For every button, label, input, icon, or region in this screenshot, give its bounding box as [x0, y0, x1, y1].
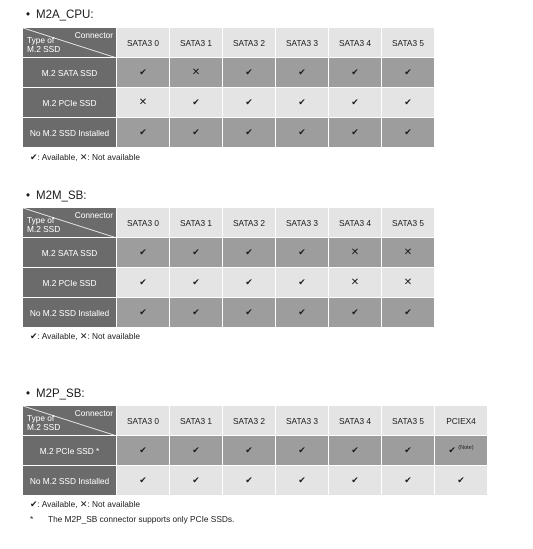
cross-icon: ✕: [350, 277, 360, 288]
status-cell: [117, 268, 170, 298]
status-cell: [382, 436, 435, 466]
status-cell: [382, 88, 435, 118]
status-cell: [435, 436, 488, 466]
check-icon: ✔: [298, 475, 306, 485]
check-icon: ✔: [298, 445, 306, 455]
column-header: SATA3 4: [329, 406, 382, 436]
column-header: SATA3 2: [223, 208, 276, 238]
check-icon: ✔: [139, 127, 147, 137]
check-icon: ✔: [298, 307, 306, 317]
connector-label: Connector: [74, 30, 113, 40]
status-cell: [329, 118, 382, 148]
column-header: SATA3 3: [276, 406, 329, 436]
check-icon: ✔: [192, 247, 200, 257]
status-cell: [170, 238, 223, 268]
row-header: No M.2 SSD Installed: [23, 466, 117, 496]
check-icon: ✔: [192, 307, 200, 317]
check-icon: ✔: [298, 67, 306, 77]
status-cell: [223, 238, 276, 268]
cross-icon: ✕: [79, 499, 88, 509]
status-cell: [276, 436, 329, 466]
status-cell: [329, 466, 382, 496]
status-cell: [117, 238, 170, 268]
status-cell: [223, 118, 276, 148]
row-header: M.2 PCIe SSD: [23, 88, 117, 118]
type-label: Type of M.2 SSD: [27, 35, 61, 54]
table-row: [23, 238, 435, 268]
connector-label: Connector: [74, 408, 113, 418]
check-icon: ✔: [404, 307, 412, 317]
column-header: SATA3 0: [117, 28, 170, 58]
column-header: SATA3 1: [170, 406, 223, 436]
check-icon: ✔: [245, 67, 253, 77]
table-row: [23, 118, 435, 148]
status-cell: [170, 88, 223, 118]
status-cell: [117, 118, 170, 148]
status-cell: [223, 268, 276, 298]
column-header: SATA3 0: [117, 406, 170, 436]
check-icon: ✔: [192, 97, 200, 107]
legend-m2a-cpu: ✔: Available, ✕: Not available: [30, 152, 140, 162]
status-cell: [382, 118, 435, 148]
connector-label: Connector: [74, 210, 113, 220]
row-header: M.2 SATA SSD: [23, 238, 117, 268]
footnote-m2p-sb: * The M2P_SB connector supports only PCIe SSDs.: [30, 514, 235, 524]
legend-m2m-sb: ✔: Available, ✕: Not available: [30, 331, 140, 341]
status-cell: [170, 298, 223, 328]
status-cell: [329, 298, 382, 328]
row-header: M.2 PCIe SSD: [23, 268, 117, 298]
check-icon: ✔: [298, 247, 306, 257]
status-cell: [382, 238, 435, 268]
cross-icon: ✕: [350, 247, 360, 258]
column-header: SATA3 4: [329, 28, 382, 58]
check-icon: ✔: [245, 247, 253, 257]
status-cell: [276, 466, 329, 496]
check-icon: ✔: [298, 127, 306, 137]
compat-table-m2m-sb: [22, 207, 435, 328]
check-icon: ✔: [245, 307, 253, 317]
status-cell: [435, 466, 488, 496]
status-cell: [223, 466, 276, 496]
check-icon: ✔: [351, 97, 359, 107]
status-cell: [329, 88, 382, 118]
check-icon: ✔: [448, 445, 456, 455]
status-cell: [223, 436, 276, 466]
status-cell: [329, 268, 382, 298]
status-cell: [223, 298, 276, 328]
check-icon: ✔: [139, 475, 147, 485]
table-row: [23, 88, 435, 118]
check-icon: ✔: [30, 331, 38, 341]
row-header: M.2 SATA SSD: [23, 58, 117, 88]
row-header: No M.2 SSD Installed: [23, 118, 117, 148]
check-icon: ✔: [351, 445, 359, 455]
status-cell: [117, 436, 170, 466]
corner-header: [23, 406, 117, 436]
column-header: PCIEX4: [435, 406, 488, 436]
legend-m2p-sb: ✔: Available, ✕: Not available: [30, 499, 140, 509]
check-icon: ✔: [404, 445, 412, 455]
table-row: [23, 268, 435, 298]
status-cell: [276, 298, 329, 328]
column-header: SATA3 2: [223, 406, 276, 436]
status-cell: [382, 58, 435, 88]
table-row: [23, 298, 435, 328]
status-cell: [170, 466, 223, 496]
check-icon: ✔: [245, 127, 253, 137]
cross-icon: ✕: [403, 277, 413, 288]
row-header: M.2 PCIe SSD *: [23, 436, 117, 466]
check-icon: ✔: [245, 277, 253, 287]
check-icon: ✔: [404, 67, 412, 77]
status-cell: [170, 268, 223, 298]
check-icon: ✔: [457, 475, 465, 485]
status-cell: [329, 238, 382, 268]
section-heading-m2m-sb: • M2M_SB:: [26, 190, 87, 202]
column-header: SATA3 1: [170, 28, 223, 58]
check-icon: ✔: [192, 475, 200, 485]
column-header: SATA3 3: [276, 28, 329, 58]
check-icon: ✔: [139, 277, 147, 287]
status-cell: [117, 466, 170, 496]
status-cell: [382, 268, 435, 298]
status-cell: [117, 58, 170, 88]
corner-header: [23, 28, 117, 58]
check-icon: ✔: [298, 97, 306, 107]
status-cell: [170, 436, 223, 466]
cross-icon: ✕: [79, 152, 88, 162]
status-cell: [276, 238, 329, 268]
column-header: SATA3 5: [382, 406, 435, 436]
bullet: •: [26, 190, 31, 202]
check-icon: ✔: [192, 127, 200, 137]
footnote-mark: *: [30, 514, 34, 524]
corner-header: [23, 208, 117, 238]
type-label: Type of M.2 SSD: [27, 413, 61, 432]
table-row: [23, 466, 488, 496]
check-icon: ✔: [139, 307, 147, 317]
cross-icon: ✕: [191, 67, 201, 78]
type-label: Type of M.2 SSD: [27, 215, 61, 234]
check-icon: ✔: [192, 277, 200, 287]
cross-icon: ✕: [403, 247, 413, 258]
check-icon: ✔: [404, 127, 412, 137]
check-icon: ✔: [245, 97, 253, 107]
check-icon: ✔: [351, 307, 359, 317]
column-header: SATA3 3: [276, 208, 329, 238]
bullet: •: [26, 9, 31, 21]
check-icon: ✔: [351, 475, 359, 485]
cross-icon: ✕: [138, 97, 148, 108]
status-cell: [382, 466, 435, 496]
status-cell: [276, 268, 329, 298]
check-icon: ✔: [30, 499, 38, 509]
check-icon: ✔: [351, 127, 359, 137]
column-header: SATA3 1: [170, 208, 223, 238]
status-cell: [276, 88, 329, 118]
status-cell: [223, 88, 276, 118]
check-icon: ✔: [404, 97, 412, 107]
column-header: SATA3 2: [223, 28, 276, 58]
column-header: SATA3 5: [382, 208, 435, 238]
check-icon: ✔: [139, 445, 147, 455]
status-cell: [382, 298, 435, 328]
check-icon: ✔: [139, 247, 147, 257]
row-header: No M.2 SSD Installed: [23, 298, 117, 328]
status-cell: [117, 88, 170, 118]
column-header: SATA3 0: [117, 208, 170, 238]
check-icon: ✔: [30, 152, 38, 162]
check-icon: ✔: [245, 475, 253, 485]
section-heading-m2a-cpu: • M2A_CPU:: [26, 9, 94, 21]
cross-icon: ✕: [79, 331, 88, 341]
status-cell: [276, 118, 329, 148]
check-icon: ✔: [245, 445, 253, 455]
status-cell: [223, 58, 276, 88]
status-cell: [170, 58, 223, 88]
check-icon: ✔: [192, 445, 200, 455]
status-cell: [329, 58, 382, 88]
check-icon: ✔: [351, 67, 359, 77]
status-cell: [329, 436, 382, 466]
status-cell: [276, 58, 329, 88]
column-header: SATA3 5: [382, 28, 435, 58]
check-icon: ✔: [298, 277, 306, 287]
section-heading-m2p-sb: • M2P_SB:: [26, 388, 85, 400]
note-superscript: (Note): [458, 445, 474, 451]
status-cell: [170, 118, 223, 148]
check-icon: ✔: [139, 67, 147, 77]
status-cell: [117, 298, 170, 328]
check-icon: ✔: [404, 475, 412, 485]
column-header: SATA3 4: [329, 208, 382, 238]
table-row: [23, 436, 488, 466]
table-row: [23, 58, 435, 88]
compat-table-m2p-sb: [22, 405, 488, 496]
bullet: •: [26, 388, 31, 400]
compat-table-m2a-cpu: [22, 27, 435, 148]
